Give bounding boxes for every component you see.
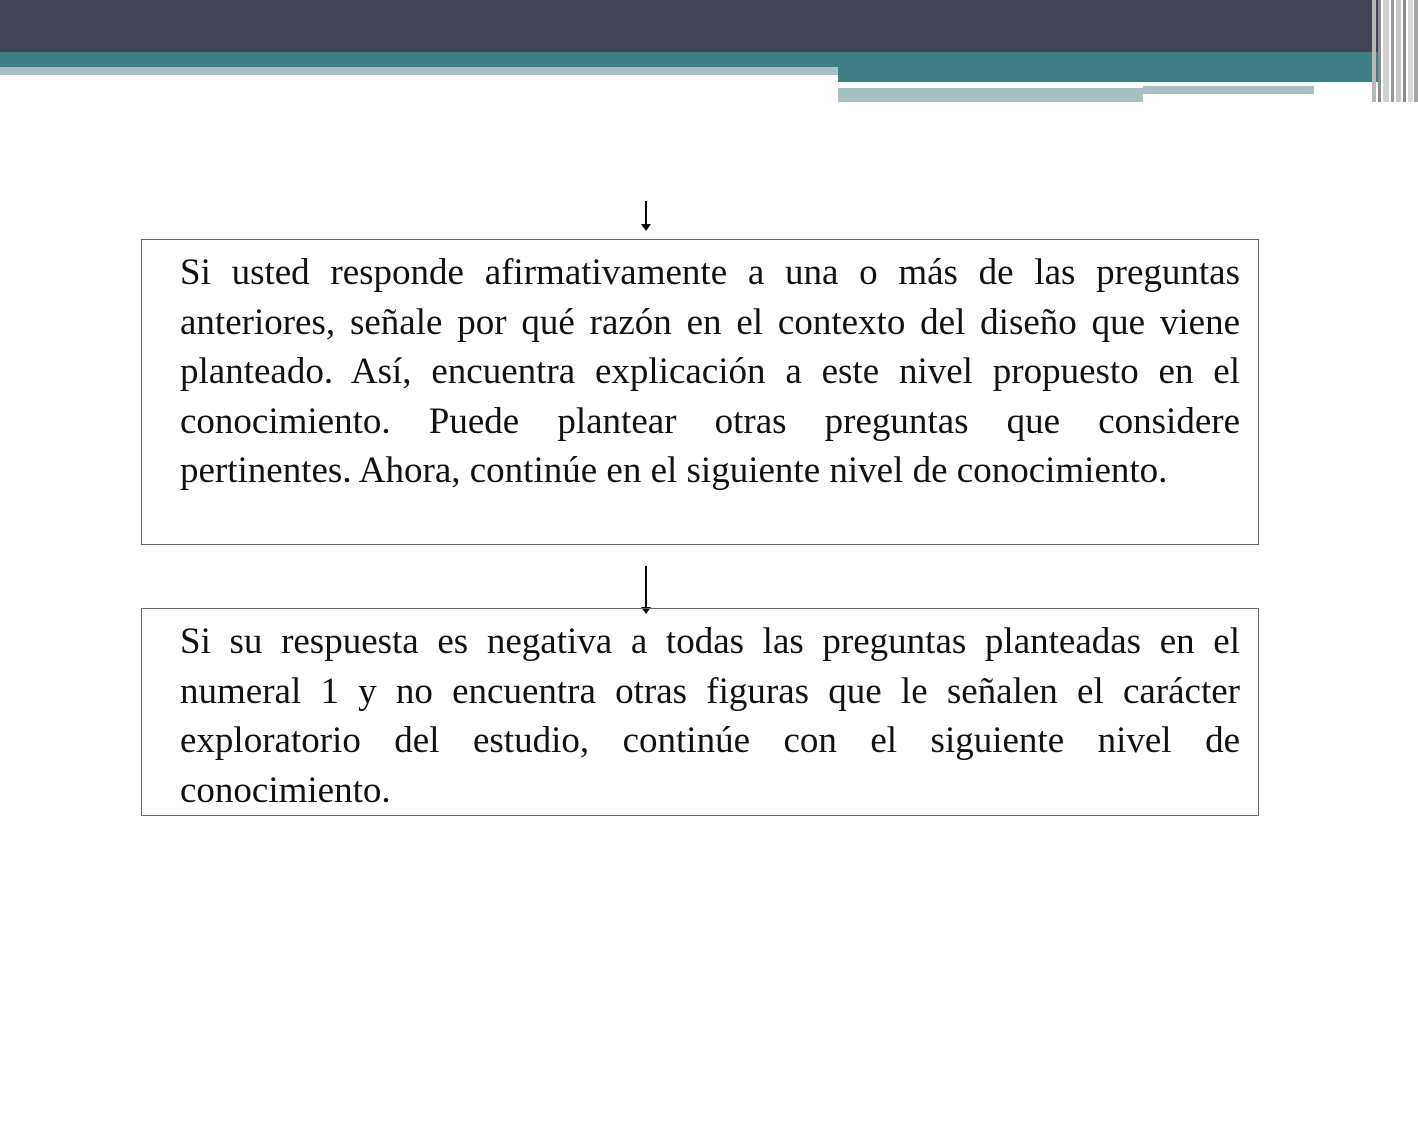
flow-arrow-down xyxy=(640,201,652,231)
header-band-dark xyxy=(0,0,1380,52)
header-band-light-mid xyxy=(1143,86,1314,94)
header-band-teal xyxy=(0,52,1380,67)
flow-box xyxy=(141,239,1259,545)
header-band-light xyxy=(0,67,838,75)
flow-arrow-down xyxy=(640,566,652,614)
flow-box xyxy=(141,608,1259,816)
flow-box-text: Si su respuesta es negativa a todas las preguntas planteadas en el numeral 1 y no encuentra otras figuras que le señalen el carácter exploratorio del estudio, continúe con el siguiente nivel de conocimiento. xyxy=(180,621,1240,811)
header-band-light-right xyxy=(838,88,1143,102)
flow-box-text: Si usted responde afirmativamente a una o más de las preguntas anteriores, señale por qué razón en el contexto del diseño que viene planteado. Así, encuentra explicación a este nivel propuesto en el conocimiento. Puede plantear otras preguntas que considere pertinentes. Ahora, continúe en el siguiente nivel de conocimiento. xyxy=(180,252,1240,491)
header-band-teal-right xyxy=(838,67,1380,82)
header-stripes xyxy=(1372,0,1418,102)
